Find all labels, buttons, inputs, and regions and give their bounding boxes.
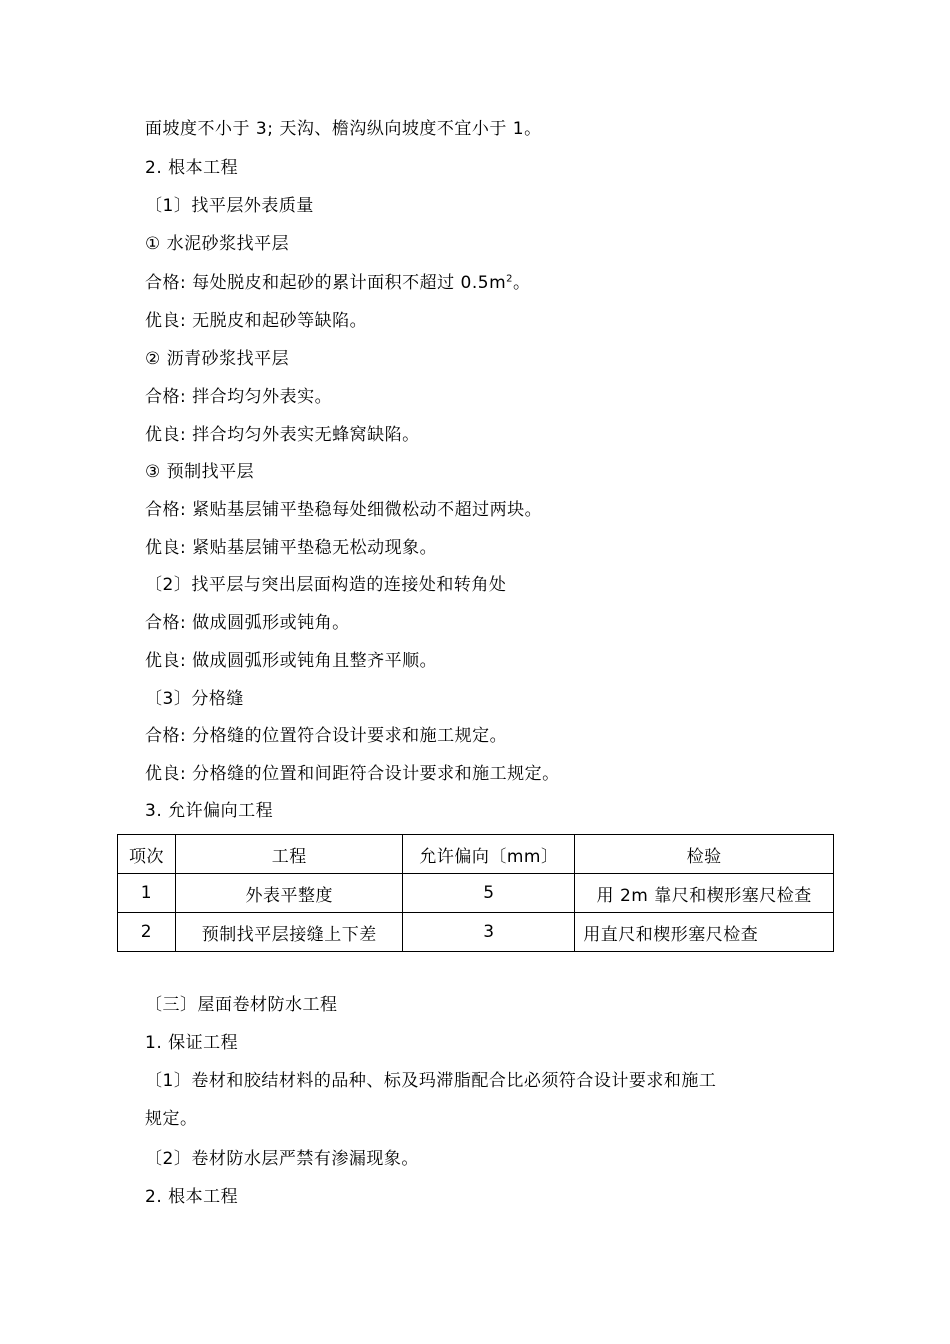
table-cell: 2 (118, 913, 176, 952)
text-line: 〔1〕卷材和胶结材料的品种、标及玛滞脂配合比必须符合设计要求和施工 (145, 1071, 717, 1091)
subsection-heading: 〔2〕找平层与突出层面构造的连接处和转角处 (145, 575, 507, 595)
text-line: 优良: 拌合均匀外表实无蜂窝缺陷。 (145, 425, 420, 445)
text-line: 〔2〕卷材防水层严禁有渗漏现象。 (145, 1149, 419, 1169)
table-header-cell: 允许偏向〔mm〕 (403, 835, 575, 874)
text-line: 合格: 分格缝的位置符合设计要求和施工规定。 (145, 726, 508, 746)
table-cell: 用 2m 靠尺和楔形塞尺检查 (575, 874, 834, 913)
text-line: 优良: 做成圆弧形或钝角且整齐平顺。 (145, 651, 438, 671)
text-line: 面坡度不小于 3; 天沟、檐沟纵向坡度不宜小于 1。 (145, 119, 542, 139)
text-line: 优良: 紧贴基层铺平垫稳无松动现象。 (145, 538, 438, 558)
table-cell: 预制找平层接缝上下差 (175, 913, 403, 952)
table-row (118, 913, 834, 952)
table-cell: 外表平整度 (175, 874, 403, 913)
text-line: 优良: 无脱皮和起砂等缺陷。 (145, 311, 368, 331)
table-header-cell: 检验 (575, 835, 834, 874)
text-line: 规定。 (145, 1109, 198, 1129)
table-header-cell: 项次 (118, 835, 176, 874)
text-line: 合格: 紧贴基层铺平垫稳每处细微松动不超过两块。 (145, 500, 543, 520)
section-heading: 1. 保证工程 (145, 1033, 239, 1053)
text-segment: 合格: 每处脱皮和起砂的累计面积不超过 0.5m (145, 273, 507, 293)
superscript: 2 (506, 273, 514, 285)
table-cell: 1 (118, 874, 176, 913)
section-heading: 3. 允许偏向工程 (145, 801, 274, 821)
item-heading: ③ 预制找平层 (145, 462, 255, 482)
tolerance-table (117, 834, 834, 952)
item-heading: ① 水泥砂浆找平层 (145, 234, 290, 254)
table-cell: 3 (403, 913, 575, 952)
subsection-heading: 〔1〕找平层外表质量 (145, 196, 314, 216)
chapter-heading: 〔三〕屋面卷材防水工程 (145, 995, 338, 1015)
table-cell: 用直尺和楔形塞尺检查 (575, 913, 834, 952)
table-header-row (118, 835, 834, 874)
table-row (118, 874, 834, 913)
text-line: 合格: 拌合均匀外表实。 (145, 387, 333, 407)
subsection-heading: 〔3〕分格缝 (145, 689, 244, 709)
table-header-cell: 工程 (175, 835, 403, 874)
text-segment: 。 (513, 273, 531, 293)
text-line: 合格: 做成圆弧形或钝角。 (145, 613, 350, 633)
table-cell: 5 (403, 874, 575, 913)
text-line: 优良: 分格缝的位置和间距符合设计要求和施工规定。 (145, 764, 560, 784)
section-heading: 2. 根本工程 (145, 1187, 239, 1207)
text-line (145, 272, 531, 294)
section-heading: 2. 根本工程 (145, 158, 239, 178)
item-heading: ② 沥青砂浆找平层 (145, 349, 290, 369)
